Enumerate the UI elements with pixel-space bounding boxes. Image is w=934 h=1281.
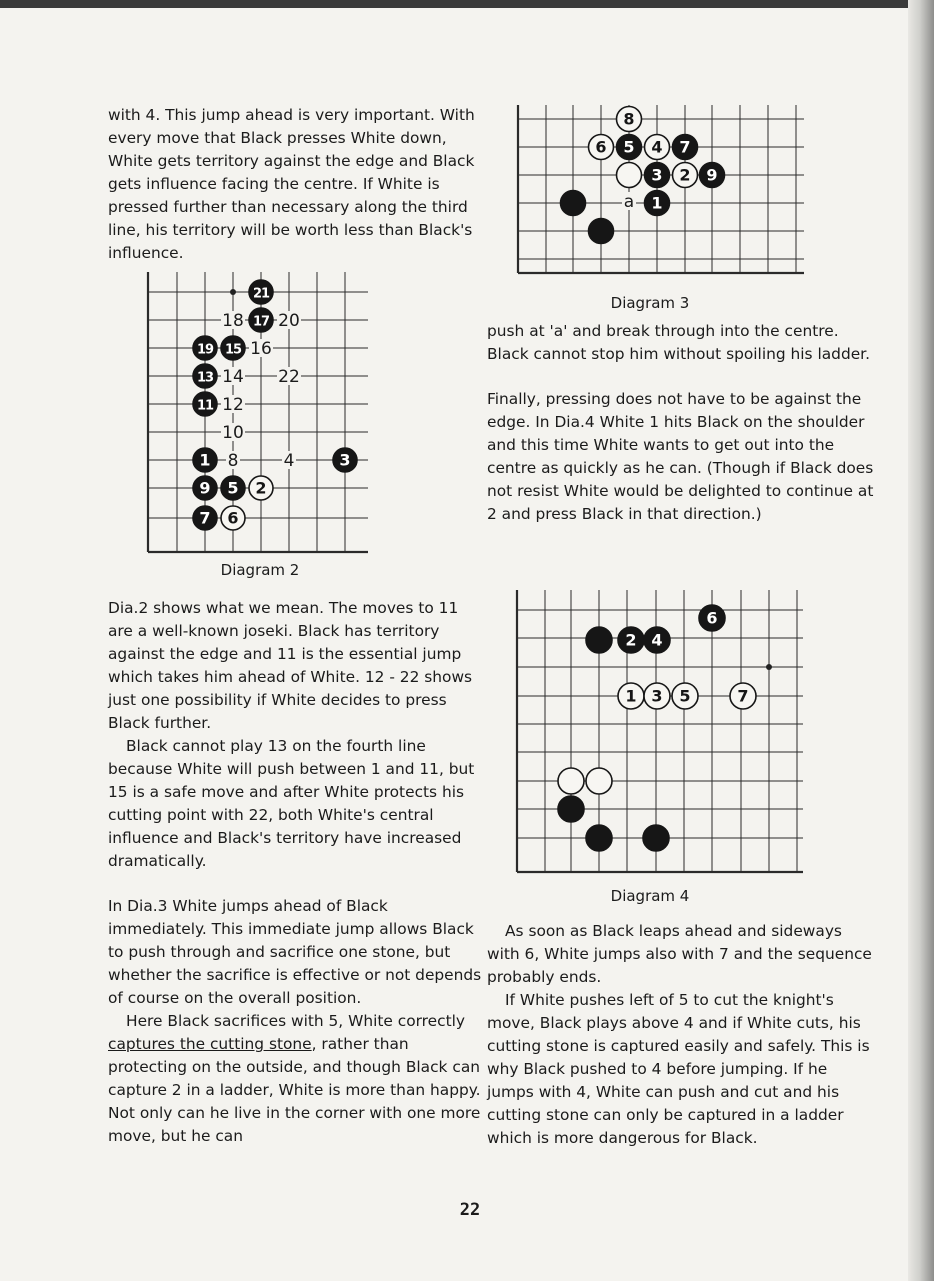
white-stone (618, 683, 644, 709)
black-stone (558, 796, 584, 822)
svg-text:3: 3 (339, 450, 351, 470)
underlined-phrase: captures the cutting stone (108, 1035, 312, 1053)
svg-text:12: 12 (222, 395, 244, 415)
black-stone (586, 825, 612, 851)
diagram-2-board (140, 272, 372, 556)
left-column-bottom (108, 597, 486, 1148)
svg-text:5: 5 (679, 686, 691, 706)
svg-text:9: 9 (199, 478, 211, 498)
svg-text:3: 3 (651, 165, 663, 185)
svg-text:1: 1 (625, 686, 637, 706)
svg-text:2: 2 (625, 630, 637, 650)
svg-text:7: 7 (737, 686, 749, 706)
white-stone (221, 506, 245, 530)
diagram-4-board (507, 590, 807, 882)
black-stone (249, 280, 273, 304)
black-stone (645, 191, 670, 216)
left-column-top (108, 104, 486, 265)
paragraph: If White pushes left of 5 to cut the knight's move, Black plays above 4 and if White cuts, his cutting stone is captured easily and safely. This is why Black pushed to 4 before jumping. If he jumps with 4, White can push and cut and his cutting stone can only be captured in a ladder which is more dangerous for Black. (487, 991, 870, 1147)
svg-text:20: 20 (278, 311, 300, 331)
svg-text:5: 5 (623, 137, 635, 157)
black-stone (193, 448, 217, 472)
paragraph: with 4. This jump ahead is very important. With every move that Black presses White down, White gets territory against the edge and Black gets influence facing the centre. If White is pressed further than necessary along the third line, his territory will be worth less than Black's influence. (108, 106, 475, 262)
black-stone (193, 476, 217, 500)
svg-text:5: 5 (227, 478, 239, 498)
svg-text:22: 22 (278, 367, 300, 387)
svg-text:13: 13 (196, 370, 214, 386)
svg-text:17: 17 (252, 314, 270, 330)
black-stone (193, 336, 217, 360)
move-number (221, 311, 245, 331)
scan-top-border (0, 0, 934, 8)
white-stone (586, 768, 612, 794)
white-stone (730, 683, 756, 709)
right-column-top (487, 320, 875, 526)
move-number (221, 367, 245, 387)
svg-text:2: 2 (255, 478, 267, 498)
move-number (249, 339, 273, 359)
black-stone (699, 605, 725, 631)
move-number (221, 395, 245, 415)
black-stone (617, 135, 642, 160)
black-stone (700, 163, 725, 188)
svg-text:a: a (623, 192, 635, 212)
black-stone (589, 219, 614, 244)
svg-text:19: 19 (196, 342, 214, 358)
paragraph: Finally, pressing does not have to be against the edge. In Dia.4 White 1 hits Black on the shoulder and this time White wants to get out into the centre as quickly as he can. (Though if Black does not resist White would be delighted to continue at 2 and press Black in that direction.) (487, 390, 874, 523)
diagram-3-board (508, 101, 808, 277)
svg-text:16: 16 (250, 339, 272, 359)
text-run: , rather than protecting on the outside, and though Black can capture 2 in a ladder, White is more than happy. Not only can he live in the corner with one more move, but he can (108, 1035, 481, 1145)
white-stone (617, 107, 642, 132)
move-number (277, 367, 301, 387)
diagram-2-caption: Diagram 2 (220, 561, 300, 579)
black-stone (193, 364, 217, 388)
grid (518, 105, 804, 273)
svg-text:10: 10 (222, 423, 244, 443)
black-stone (193, 506, 217, 530)
paragraph: Dia.2 shows what we mean. The moves to 11 are a well-known joseki. Black has territory against the edge and 11 is the essential jump which takes him ahead of White. 12 - 22 shows just one possibility if White decides to press Black further. (108, 599, 473, 732)
right-column-bottom (487, 920, 875, 1150)
text-run: Here Black sacrifices with 5, White correctly (126, 1012, 466, 1030)
black-stone (618, 627, 644, 653)
paragraph: In Dia.3 White jumps ahead of Black immediately. This immediate jump allows Black to push through and sacrifice one stone, but whether the sacrifice is effective or not depends of course on the overall position. (108, 897, 482, 1007)
white-stone (558, 768, 584, 794)
paragraph: push at 'a' and break through into the centre. Black cannot stop him without spoiling his ladder. (487, 322, 870, 363)
move-number (282, 451, 296, 471)
white-stone (249, 476, 273, 500)
paragraph: Black cannot play 13 on the fourth line because White will push between 1 and 11, but 15 is a safe move and after White protects his cutting point with 22, both White's central influence and Black's territory have increased dramatically. (108, 737, 475, 870)
svg-text:7: 7 (199, 508, 211, 528)
black-stone (644, 627, 670, 653)
black-stone (249, 308, 273, 332)
move-number (277, 311, 301, 331)
svg-text:15: 15 (224, 342, 242, 358)
svg-text:6: 6 (706, 608, 718, 628)
page-number: 22 (459, 1200, 481, 1220)
move-number (226, 451, 240, 471)
svg-text:6: 6 (595, 137, 607, 157)
diagram-4-caption: Diagram 4 (610, 887, 690, 905)
white-stone (589, 135, 614, 160)
paragraph: As soon as Black leaps ahead and sideways with 6, White jumps also with 7 and the sequence probably ends. (487, 922, 872, 986)
black-stone (586, 627, 612, 653)
hoshi-point (766, 664, 772, 670)
black-stone (561, 191, 586, 216)
black-stone (643, 825, 669, 851)
svg-text:8: 8 (227, 451, 239, 471)
paragraph (108, 1010, 486, 1148)
black-stone (333, 448, 357, 472)
page-binding-shadow (908, 0, 934, 1281)
svg-text:14: 14 (222, 367, 244, 387)
move-number (221, 423, 245, 443)
white-stone (672, 683, 698, 709)
white-stone (644, 683, 670, 709)
svg-text:8: 8 (623, 109, 635, 129)
black-stone (193, 392, 217, 416)
black-stone (221, 336, 245, 360)
svg-text:4: 4 (651, 630, 663, 650)
svg-text:11: 11 (196, 398, 214, 414)
svg-text:21: 21 (252, 286, 270, 302)
svg-text:18: 18 (222, 311, 244, 331)
svg-text:1: 1 (199, 450, 211, 470)
diagram-3-caption: Diagram 3 (610, 294, 690, 312)
white-stone (617, 163, 642, 188)
svg-text:6: 6 (227, 508, 239, 528)
svg-text:7: 7 (679, 137, 691, 157)
white-stone (673, 163, 698, 188)
svg-text:3: 3 (651, 686, 663, 706)
svg-text:2: 2 (679, 165, 691, 185)
black-stone (645, 163, 670, 188)
black-stone (673, 135, 698, 160)
svg-text:1: 1 (651, 193, 663, 213)
black-stone (221, 476, 245, 500)
svg-text:4: 4 (651, 137, 663, 157)
svg-text:9: 9 (706, 165, 718, 185)
marked-point-a (622, 192, 636, 212)
hoshi-point (230, 289, 236, 295)
svg-text:4: 4 (283, 451, 295, 471)
white-stone (645, 135, 670, 160)
